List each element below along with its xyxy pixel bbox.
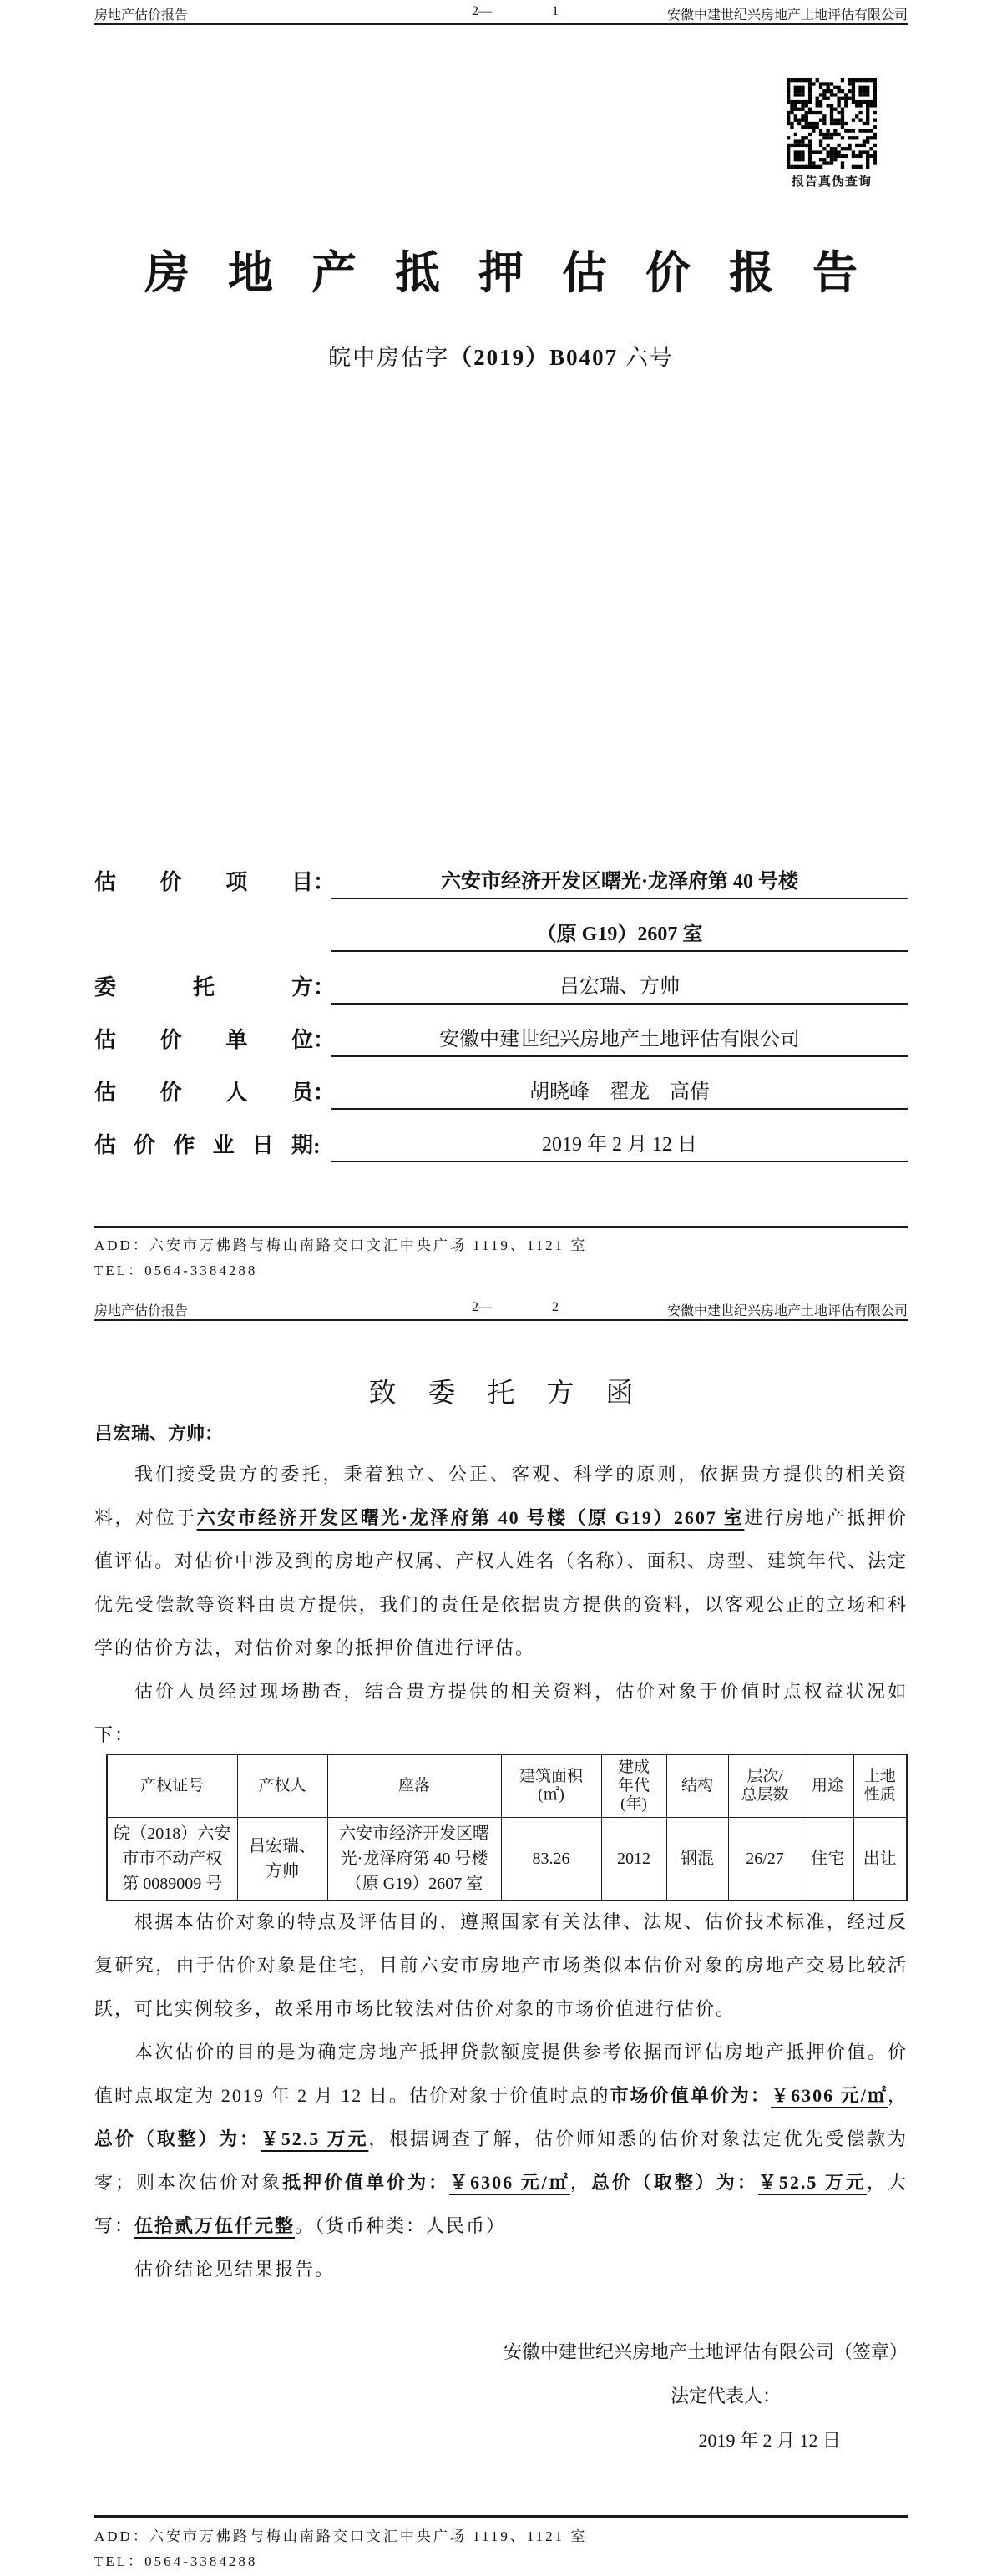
table-header-cell: 产权证号 [107, 1754, 237, 1818]
form-row-client [94, 952, 908, 1005]
table-header-cell: 座落 [327, 1754, 501, 1818]
doc-number-code: （2019）B0407 [449, 345, 619, 370]
table-cell-year: 2012 [601, 1818, 666, 1901]
paragraph-commission: 我们接受贵方的委托，秉着独立、公正、客观、科学的原则，依据贵方提供的相关资料，对位于六安市经济开发区曙光·龙泽府第 40 号楼（原 G19）2607 室进行房地产抵押价值评估。对估价中涉及到的房地产权属、产权人姓名（名称）、面积、房型、建筑年代、法定优先受偿款等资料由贵方提供，我们的责任是依据贵方提供的资料，以客观公正的立场和科学的估价方法，对估价对象的抵押价值进行评估。 [94, 1464, 908, 1658]
page1-footer-address: ADD：六安市万佛路与梅山南路交口文汇中央广场 1119、1121 室 [94, 1237, 588, 1253]
field-value-project-line1: 六安市经济开发区曙光·龙泽府第 40 号楼 [331, 864, 908, 899]
form-row-project [94, 847, 908, 899]
letter-title: 致委托方函 [368, 1379, 665, 1409]
doc-number [0, 339, 1002, 372]
field-value-project-line2: （原 G19）2607 室 [331, 917, 908, 952]
table-header-cell: 产权人 [237, 1754, 327, 1818]
page2-footer-phone: TEL：0564-3384288 [94, 2553, 258, 2569]
table-cell-floor: 26/27 [728, 1818, 802, 1901]
letter-salutation: 吕宏瑞、方帅： [94, 1423, 224, 1444]
header-company-name: 安徽中建世纪兴房地产土地评估有限公司 [666, 1304, 908, 1318]
qr-caption: 报告真伪查询 [791, 175, 872, 189]
cover-form [94, 847, 908, 1162]
table-cell-land: 出让 [853, 1818, 907, 1901]
table-header-cell: 建筑面积 (㎡) [501, 1754, 601, 1818]
field-value-agency: 安徽中建世纪兴房地产土地评估有限公司 [331, 1022, 908, 1057]
qr-block [783, 78, 880, 190]
paragraph-survey: 估价人员经过现场勘查，结合贵方提供的相关资料，估价对象于价值时点权益状况如下： [94, 1681, 908, 1745]
page2-footer-address: ADD：六安市万佛路与梅山南路交口文汇中央广场 1119、1121 室 [94, 2528, 588, 2544]
paragraph-conclusion: 估价结论见结果报告。 [134, 2259, 336, 2280]
table-header-row [107, 1754, 907, 1818]
paragraph-method: 根据本估价对象的特点及评估目的，遵照国家有关法律、法规、估价技术标准，经过反复研究，由于估价对象是住宅，目前六安市房地产市场类似本估价对象的房地产交易比较活跃，可比实例较多，故采用市场比较法对估价对象的市场价值进行估价。 [94, 1911, 908, 2019]
table-cell-use: 住宅 [802, 1818, 853, 1901]
paragraph-valuation: 本次估价的目的是为确定房地产抵押贷款额度提供参考依据而评估房地产抵押价值。价值时点取定为 2019 年 2 月 12 日。估价对象于价值时点的市场价值单价为：￥6306 元/㎡，总价（取整）为：￥52.5 万元，根据调查了解，估价师知悉的估价对象法定优先受偿款为零；则本次估价对象抵押价值单价为：￥6306 元/㎡，总价（取整）为：￥52.5 万元，大写：伍拾贰万伍仟元整。（货币种类：人民币） [94, 2042, 908, 2236]
header-doc-type: 房地产估价报告 [94, 1304, 189, 1318]
signature-legal-rep: 法定代表人： [670, 2386, 781, 2406]
field-value-client: 吕宏瑞、方帅 [331, 969, 908, 1005]
table-header-cell: 用途 [802, 1754, 853, 1818]
signature-date: 2019 年 2 月 12 日 [698, 2430, 841, 2451]
letter-body-bottom [94, 1900, 908, 2291]
table-header-cell: 结构 [666, 1754, 728, 1818]
report-main-title: 房地产抵押估价报告 [144, 248, 896, 298]
table-cell-structure: 钢混 [666, 1818, 728, 1901]
header-doc-type: 房地产估价报告 [94, 8, 189, 23]
page2-footer-rule [94, 2515, 908, 2518]
field-label-date: 估 价 作 业 日 期 [94, 1133, 313, 1157]
table-header-cell: 土地 性质 [853, 1754, 907, 1818]
signature-company: 安徽中建世纪兴房地产土地评估有限公司（签章） [503, 2341, 908, 2362]
page1-footer-phone: TEL：0564-3384288 [94, 1263, 258, 1278]
field-colon: : [313, 1134, 321, 1158]
field-colon: ： [313, 1028, 336, 1052]
field-label-project: 估 价 项 目 [94, 870, 313, 894]
page1-footer-rule [94, 1226, 908, 1228]
form-row-agency [94, 1005, 908, 1057]
table-cell-owner: 吕宏瑞、 方帅 [237, 1818, 327, 1901]
field-label-client: 委 托 方 [94, 975, 313, 1000]
field-colon: ： [313, 975, 336, 1000]
property-table [106, 1754, 908, 1901]
page2-header [94, 1299, 908, 1321]
header-page-prefix: 2— [472, 4, 492, 18]
table-cell-cert-no: 皖（2018）六安 市市不动产权 第 0089009 号 [107, 1818, 237, 1901]
field-label-agency: 估 价 单 位 [94, 1028, 313, 1052]
form-row-date [94, 1110, 908, 1162]
field-label-appraisers: 估 价 人 员 [94, 1081, 313, 1105]
doc-number-suffix: 六号 [618, 345, 674, 370]
table-header-cell: 建成 年代 (年) [601, 1754, 666, 1818]
doc-number-prefix: 皖中房估字 [328, 345, 450, 370]
field-value-date: 2019 年 2 月 12 日 [331, 1127, 908, 1162]
letter-body-top [94, 1453, 908, 1757]
field-colon: ： [313, 870, 336, 894]
header-page-number: 1 [552, 4, 559, 18]
page1-header [94, 3, 908, 25]
form-row-project-line2 [94, 899, 908, 952]
form-row-appraisers [94, 1057, 908, 1110]
table-row [107, 1818, 907, 1901]
table-cell-area: 83.26 [501, 1818, 601, 1901]
header-company-name: 安徽中建世纪兴房地产土地评估有限公司 [666, 8, 908, 23]
header-page-prefix: 2— [472, 1300, 492, 1314]
header-page-number: 2 [552, 1300, 559, 1314]
qr-code [787, 78, 877, 169]
table-header-cell: 层次/ 总层数 [728, 1754, 802, 1818]
field-value-appraisers: 胡晓峰 翟龙 高倩 [331, 1075, 908, 1110]
property-table-wrap [106, 1754, 906, 1901]
table-cell-location: 六安市经济开发区曙 光·龙泽府第 40 号楼 （原 G19）2607 室 [327, 1818, 501, 1901]
signature-block [94, 2330, 908, 2462]
field-colon: ： [313, 1081, 336, 1105]
